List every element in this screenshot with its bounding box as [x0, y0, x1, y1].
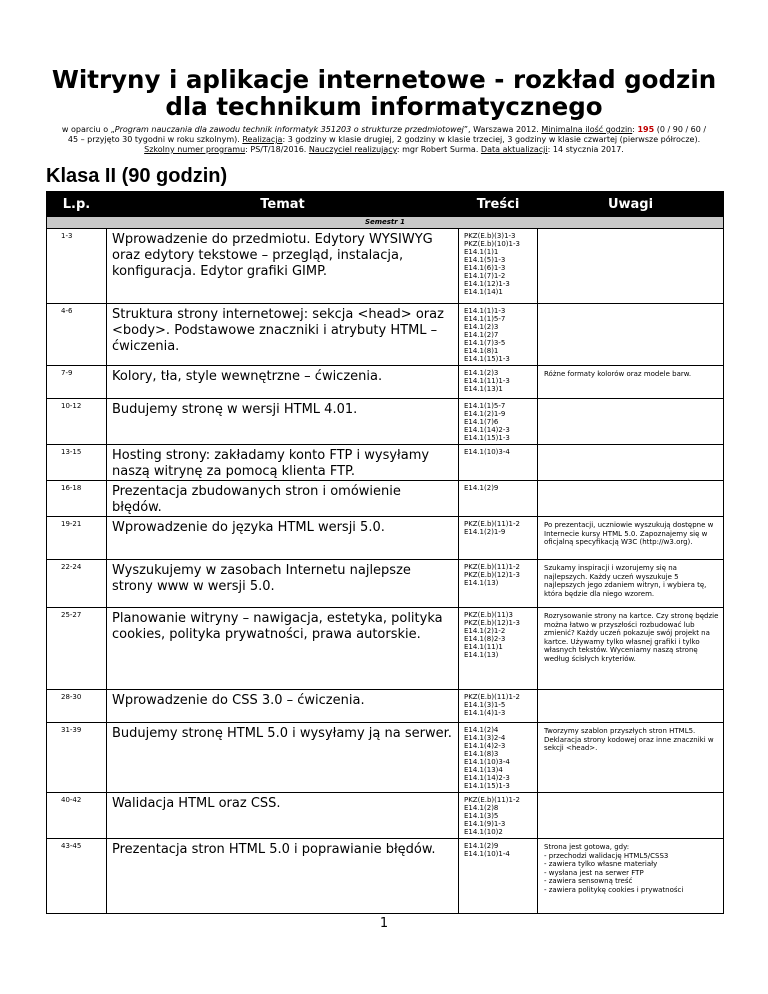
- header-notes: Uwagi: [538, 192, 724, 217]
- curriculum-code: E14.1(2)1-9: [464, 410, 506, 418]
- teacher-label: Nauczyciel realizujący: [308, 145, 397, 154]
- note-text: - wysłana jest na serwer FTP: [544, 868, 644, 877]
- note-text: - zawiera tylko własne materiały: [544, 860, 658, 868]
- table-row: [47, 229, 724, 304]
- curriculum-code: E14.1(5)1-3: [464, 256, 506, 264]
- row-codes: [459, 793, 538, 839]
- row-topic: Wprowadzenie do przedmiotu. Edytory WYSIWYG oraz edytory tekstowe – przegląd, instalacja, konfiguracja. Edytor grafiki GIMP.: [107, 229, 459, 304]
- table-row: [47, 399, 724, 445]
- row-codes: [459, 366, 538, 399]
- row-lp: 22-24: [47, 560, 107, 608]
- intro-text: : 14 stycznia 2017.: [547, 145, 624, 154]
- intro-text: ”, Warszawa 2012.: [463, 125, 542, 134]
- realization-label: Realizacja: [242, 135, 283, 144]
- curriculum-code: E14.1(3)2-4: [464, 734, 506, 742]
- row-codes: [459, 608, 538, 690]
- table-header-row: [47, 192, 724, 217]
- note-text: - zawiera sensowną treść: [544, 877, 633, 885]
- curriculum-code: E14.1(2)4: [464, 726, 499, 734]
- curriculum-code: E14.1(2)8: [464, 804, 499, 812]
- note-text: Po prezentacji, uczniowie wyszukują dostępne w Internecie kursy HTML 5.0. Zapoznajemy się w oficjalną specyfikacją W3C (http://w3.org).: [544, 521, 714, 546]
- update-date-label: Data aktualizacji: [480, 145, 548, 154]
- row-lp: 16-18: [47, 481, 107, 517]
- intro-text: : 3 godziny w klasie drugiej, 2 godziny w klasie trzeciej, 3 godziny w klasie czwartej (pierwsze półrocze).: [282, 135, 701, 144]
- page-number: 1: [379, 916, 389, 931]
- row-notes: [538, 517, 724, 560]
- curriculum-code: E14.1(2)9: [464, 842, 499, 850]
- curriculum-code: E14.1(7)3-5: [464, 339, 506, 347]
- table-row: [47, 690, 724, 723]
- table-row: [47, 366, 724, 399]
- curriculum-code: E14.1(4)1-3: [464, 709, 506, 717]
- curriculum-code: PKZ(E.b)(11)1-2: [464, 796, 520, 804]
- row-codes: [459, 517, 538, 560]
- row-topic: Wprowadzenie do języka HTML wersji 5.0.: [107, 517, 459, 560]
- curriculum-code: E14.1(11)1: [464, 643, 503, 651]
- row-topic: Prezentacja stron HTML 5.0 i poprawianie błędów.: [107, 839, 459, 914]
- curriculum-code: E14.1(8)3: [464, 750, 499, 758]
- intro-text: w oparciu o „: [61, 125, 115, 134]
- note-text: Rozrysowanie strony na kartce. Czy stronę będzie można łatwo w przyszłości rozbudować lub zmienić? Każdy uczeń pokazuje swój projekt na kartce. Używamy tylko własnej grafiki i tylko własnych tekstów. Wyceniamy naszą stronę według ścisłych kryteriów.: [544, 612, 719, 663]
- curriculum-code: E14.1(13)1: [464, 385, 503, 393]
- curriculum-code: E14.1(12)1-3: [464, 280, 510, 288]
- curriculum-code: E14.1(2)9: [464, 484, 499, 492]
- row-lp: 1-3: [47, 229, 107, 304]
- note-text: Strona jest gotowa, gdy:: [544, 843, 630, 851]
- curriculum-code: PKZ(E.b)(12)1-3: [464, 619, 520, 627]
- curriculum-code: E14.1(2)7: [464, 331, 499, 339]
- curriculum-code: PKZ(E.b)(3)1-3: [464, 232, 516, 240]
- page-title: Witryny i aplikacje internetowe - rozkład godzin dla technikum informatycznego: [51, 65, 717, 121]
- table-row: [47, 608, 724, 690]
- curriculum-code: E14.1(1)1-3: [464, 307, 506, 315]
- row-lp: 13-15: [47, 445, 107, 481]
- curriculum-code: PKZ(E.b)(10)1-3: [464, 240, 520, 248]
- curriculum-code: E14.1(1)1: [464, 248, 499, 256]
- row-lp: 40-42: [47, 793, 107, 839]
- curriculum-code: E14.1(11)1-3: [464, 377, 510, 385]
- row-codes: [459, 481, 538, 517]
- curriculum-code: E14.1(4)2-3: [464, 742, 506, 750]
- table-row: [47, 445, 724, 481]
- row-topic: Kolory, tła, style wewnętrzne – ćwiczenia.: [107, 366, 459, 399]
- header-lp: L.p.: [47, 192, 107, 217]
- note-text: - zawiera politykę cookies i prywatności: [544, 885, 684, 894]
- row-lp: 10-12: [47, 399, 107, 445]
- curriculum-code: PKZ(E.b)(11)1-2: [464, 563, 520, 571]
- row-lp: 19-21: [47, 517, 107, 560]
- intro-text: : PS/T/18/2016.: [245, 145, 309, 154]
- row-codes: [459, 304, 538, 366]
- row-topic: Struktura strony internetowej: sekcja <head> oraz <body>. Podstawowe znaczniki i atrybuty HTML – ćwiczenia.: [107, 304, 459, 366]
- row-notes: [538, 304, 724, 366]
- schedule-table: [46, 191, 724, 914]
- intro-text: (0 / 90 / 60 / 45 – przyjęto 30 tygodni w roku szkolnym).: [67, 125, 707, 144]
- curriculum-code: E14.1(10)3-4: [464, 448, 510, 456]
- row-notes: [538, 560, 724, 608]
- table-row: [47, 517, 724, 560]
- row-codes: [459, 723, 538, 793]
- program-number-label: Szkolny numer programu: [144, 145, 246, 154]
- curriculum-code: E14.1(13): [464, 651, 499, 659]
- curriculum-code: E14.1(8)2-3: [464, 635, 506, 643]
- row-codes: [459, 445, 538, 481]
- curriculum-code: E14.1(1)5-7: [464, 315, 506, 323]
- note-text: - przechodzi walidację HTML5/CSS3: [544, 851, 669, 860]
- row-topic: Walidacja HTML oraz CSS.: [107, 793, 459, 839]
- row-notes: [538, 399, 724, 445]
- note-text: Różne formaty kolorów oraz modele barw.: [544, 370, 692, 378]
- row-codes: [459, 399, 538, 445]
- curriculum-code: E14.1(15)1-3: [464, 355, 510, 363]
- curriculum-code: PKZ(E.b)(12)1-3: [464, 571, 520, 579]
- row-codes: [459, 690, 538, 723]
- class-title: Klasa II (90 godzin): [46, 165, 228, 187]
- row-notes: [538, 839, 724, 914]
- curriculum-code: E14.1(10)1-4: [464, 850, 510, 858]
- curriculum-code: E14.1(10)3-4: [464, 758, 510, 766]
- curriculum-code: E14.1(6)1-3: [464, 264, 506, 272]
- curriculum-code: E14.1(9)1-3: [464, 820, 506, 828]
- row-topic: Prezentacja zbudowanych stron i omówienie błędów.: [107, 481, 459, 517]
- row-lp: 31-39: [47, 723, 107, 793]
- row-notes: [538, 723, 724, 793]
- curriculum-code: E14.1(14)1: [464, 288, 503, 296]
- row-notes: [538, 481, 724, 517]
- curriculum-code: E14.1(2)3: [464, 323, 499, 331]
- table-row: [47, 560, 724, 608]
- row-topic: Budujemy stronę HTML 5.0 i wysyłamy ją na serwer.: [107, 723, 459, 793]
- row-notes: [538, 445, 724, 481]
- table-row: [47, 839, 724, 914]
- row-lp: 28-30: [47, 690, 107, 723]
- note-text: Tworzymy szablon przyszłych stron HTML5. Deklaracja strony kodowej oraz inne znaczniki w sekcji <head>.: [544, 727, 714, 752]
- row-topic: Hosting strony: zakładamy konto FTP i wysyłamy naszą witrynę za pomocą klienta FTP.: [107, 445, 459, 481]
- curriculum-code: E14.1(15)1-3: [464, 434, 510, 442]
- program-name: Program nauczania dla zawodu technik informatyk 351203 o strukturze przedmiotowej: [114, 125, 464, 134]
- curriculum-code: E14.1(3)1-5: [464, 701, 506, 709]
- intro-text: : mgr Robert Surma.: [396, 145, 481, 154]
- row-lp: 25-27: [47, 608, 107, 690]
- row-notes: [538, 690, 724, 723]
- table-row: [47, 793, 724, 839]
- curriculum-code: PKZ(E.b)(11)1-2: [464, 693, 520, 701]
- intro-text: :: [632, 125, 638, 134]
- row-notes: [538, 608, 724, 690]
- curriculum-code: PKZ(E.b)(11)3: [464, 611, 513, 619]
- row-codes: [459, 560, 538, 608]
- row-topic: Budujemy stronę w wersji HTML 4.01.: [107, 399, 459, 445]
- curriculum-code: E14.1(8)1: [464, 347, 499, 355]
- curriculum-code: E14.1(2)3: [464, 369, 499, 377]
- semester-label: Semestr 1: [47, 217, 724, 229]
- curriculum-code: E14.1(2)1-9: [464, 528, 506, 536]
- row-lp: 7-9: [47, 366, 107, 399]
- intro-paragraph: [58, 125, 710, 155]
- row-codes: [459, 839, 538, 914]
- header-topic: Temat: [107, 192, 459, 217]
- min-hours-label: Minimalna ilość godzin: [541, 125, 633, 134]
- row-notes: [538, 366, 724, 399]
- curriculum-code: E14.1(14)2-3: [464, 774, 510, 782]
- semester-row: [47, 217, 724, 229]
- row-topic: Wprowadzenie do CSS 3.0 – ćwiczenia.: [107, 690, 459, 723]
- curriculum-code: E14.1(10)2: [464, 828, 503, 836]
- row-lp: 43-45: [47, 839, 107, 914]
- row-topic: Planowanie witryny – nawigacja, estetyka, polityka cookies, polityka prywatności, prawa autorskie.: [107, 608, 459, 690]
- table-row: [47, 723, 724, 793]
- table-row: [47, 481, 724, 517]
- table-body: [47, 217, 724, 914]
- curriculum-code: E14.1(2)1-2: [464, 627, 506, 635]
- curriculum-code: PKZ(E.b)(11)1-2: [464, 520, 520, 528]
- curriculum-code: E14.1(13): [464, 579, 499, 587]
- curriculum-code: E14.1(7)6: [464, 418, 499, 426]
- row-notes: [538, 793, 724, 839]
- curriculum-code: E14.1(3)5: [464, 812, 499, 820]
- curriculum-code: E14.1(7)1-2: [464, 272, 506, 280]
- header-content: Treści: [459, 192, 538, 217]
- min-hours-value: 195: [637, 125, 655, 134]
- note-text: Szukamy inspiracji i wzorujemy się na najlepszych. Każdy uczeń wyszukuje 5 najlepszych jego zdaniem witryn, i wybiera tę, która będzie dla niego wzorem.: [544, 564, 707, 598]
- row-lp: 4-6: [47, 304, 107, 366]
- curriculum-code: E14.1(13)4: [464, 766, 503, 774]
- curriculum-code: E14.1(1)5-7: [464, 402, 506, 410]
- curriculum-code: E14.1(15)1-3: [464, 782, 510, 790]
- row-topic: Wyszukujemy w zasobach Internetu najlepsze strony www w wersji 5.0.: [107, 560, 459, 608]
- row-codes: [459, 229, 538, 304]
- table-row: [47, 304, 724, 366]
- row-notes: [538, 229, 724, 304]
- curriculum-code: E14.1(14)2-3: [464, 426, 510, 434]
